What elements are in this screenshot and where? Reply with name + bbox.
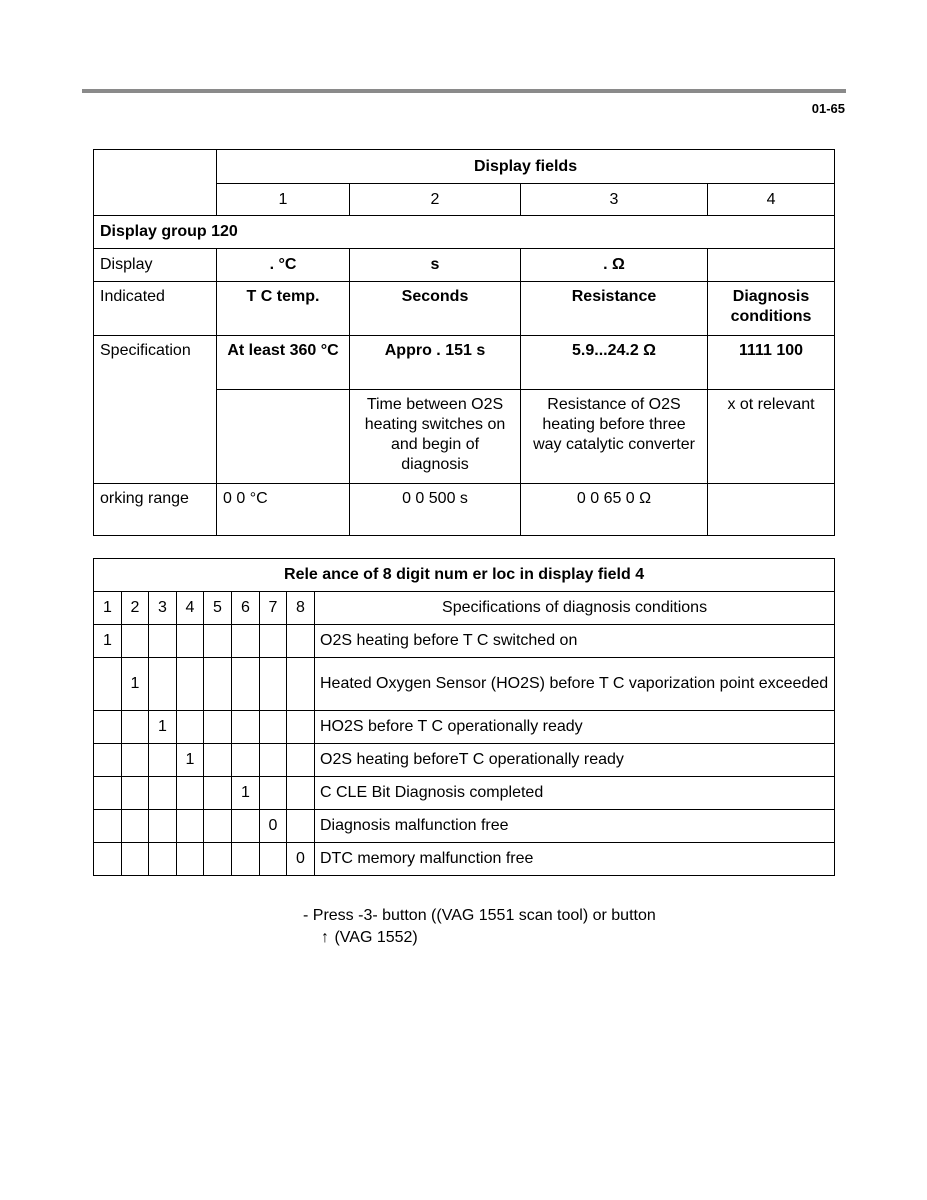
table-row bbox=[94, 625, 835, 658]
digit-cell bbox=[94, 843, 122, 876]
digit-cell bbox=[177, 843, 204, 876]
working-range-3: 0 0 65 0 Ω bbox=[521, 484, 708, 536]
digit-cell: 0 bbox=[260, 810, 287, 843]
digit-cell bbox=[177, 777, 204, 810]
digit-cell bbox=[287, 658, 315, 711]
digit-cell bbox=[232, 711, 260, 744]
page-number: 01-65 bbox=[811, 101, 845, 116]
digit-cell bbox=[94, 810, 122, 843]
condition-text: O2S heating beforeT C operationally ready bbox=[315, 744, 835, 777]
digit-cell: 1 bbox=[94, 625, 122, 658]
digit-cell bbox=[177, 711, 204, 744]
digit-cell bbox=[149, 625, 177, 658]
working-range-4 bbox=[708, 484, 835, 536]
column-header-1: 1 bbox=[217, 184, 350, 216]
digit-cell bbox=[287, 711, 315, 744]
note-2: Time between O2S heating switches on and begin of diagnosis bbox=[350, 390, 521, 484]
row-label-indicated: Indicated bbox=[94, 282, 217, 336]
digit-table-title: Rele ance of 8 digit num er loc in display field 4 bbox=[94, 559, 835, 592]
display-value-3: . Ω bbox=[521, 249, 708, 282]
specification-value-1: At least 360 °C bbox=[217, 336, 350, 390]
specification-value-4: 1111 100 bbox=[708, 336, 835, 390]
table-row bbox=[94, 777, 835, 810]
digit-cell bbox=[204, 843, 232, 876]
digit-cell bbox=[260, 843, 287, 876]
digit-cell bbox=[149, 810, 177, 843]
specification-value-2: Appro . 151 s bbox=[350, 336, 521, 390]
digit-cell bbox=[94, 658, 122, 711]
display-value-1: . °C bbox=[217, 249, 350, 282]
digit-cell bbox=[122, 625, 149, 658]
digit-cell bbox=[204, 711, 232, 744]
row-label-display: Display bbox=[94, 249, 217, 282]
column-header-3: 3 bbox=[521, 184, 708, 216]
digit-cell bbox=[149, 777, 177, 810]
digit-cell bbox=[260, 744, 287, 777]
digit-header-6: 6 bbox=[232, 592, 260, 625]
row-label-working-range: orking range bbox=[94, 484, 217, 536]
corner-cell bbox=[94, 150, 217, 216]
digit-cell: 1 bbox=[149, 711, 177, 744]
digit-cell bbox=[232, 810, 260, 843]
top-rule bbox=[82, 89, 846, 93]
instruction bbox=[303, 905, 656, 949]
condition-text: O2S heating before T C switched on bbox=[315, 625, 835, 658]
display-group-title: Display group 120 bbox=[94, 216, 835, 249]
condition-text: C CLE Bit Diagnosis completed bbox=[315, 777, 835, 810]
digit-cell bbox=[204, 625, 232, 658]
indicated-value-1: T C temp. bbox=[217, 282, 350, 336]
digit-cell bbox=[122, 810, 149, 843]
table-row bbox=[94, 843, 835, 876]
digit-cell bbox=[204, 777, 232, 810]
instruction-line-2-text: (VAG 1552) bbox=[334, 929, 418, 946]
digit-header-3: 3 bbox=[149, 592, 177, 625]
condition-text: HO2S before T C operationally ready bbox=[315, 711, 835, 744]
indicated-value-2: Seconds bbox=[350, 282, 521, 336]
digit-header-4: 4 bbox=[177, 592, 204, 625]
indicated-value-3: Resistance bbox=[521, 282, 708, 336]
note-4: x ot relevant bbox=[708, 390, 835, 484]
digit-header-8: 8 bbox=[287, 592, 315, 625]
digit-cell bbox=[122, 843, 149, 876]
digit-cell bbox=[94, 777, 122, 810]
digit-cell bbox=[177, 810, 204, 843]
digit-cell: 0 bbox=[287, 843, 315, 876]
digit-cell: 1 bbox=[232, 777, 260, 810]
display-fields-header: Display fields bbox=[217, 150, 835, 184]
digit-cell bbox=[204, 658, 232, 711]
digit-cell bbox=[177, 658, 204, 711]
digit-cell bbox=[122, 711, 149, 744]
condition-text: Heated Oxygen Sensor (HO2S) before T C vaporization point exceeded bbox=[315, 658, 835, 711]
digit-cell bbox=[232, 744, 260, 777]
digit-cell bbox=[232, 625, 260, 658]
up-arrow-icon: ↑ bbox=[321, 929, 329, 946]
table-row bbox=[94, 810, 835, 843]
digit-cell bbox=[122, 744, 149, 777]
digit-table-body bbox=[94, 625, 835, 876]
digit-cell bbox=[94, 744, 122, 777]
specification-value-3: 5.9...24.2 Ω bbox=[521, 336, 708, 390]
digit-cell bbox=[260, 658, 287, 711]
instruction-line-2 bbox=[303, 927, 656, 949]
digit-cell bbox=[287, 810, 315, 843]
digit-cell: 1 bbox=[177, 744, 204, 777]
digit-cell bbox=[287, 744, 315, 777]
instruction-line-1: - Press -3- button ((VAG 1551 scan tool) or button bbox=[303, 907, 656, 924]
table-row bbox=[94, 658, 835, 711]
display-value-4 bbox=[708, 249, 835, 282]
digit-cell bbox=[232, 658, 260, 711]
digit-cell bbox=[260, 625, 287, 658]
digit-cell bbox=[204, 810, 232, 843]
spec-column-header: Specifications of diagnosis conditions bbox=[315, 592, 835, 625]
digit-cell bbox=[94, 711, 122, 744]
column-header-2: 2 bbox=[350, 184, 521, 216]
digit-cell bbox=[149, 744, 177, 777]
digit-header-2: 2 bbox=[122, 592, 149, 625]
indicated-value-4: Diagnosis conditions bbox=[708, 282, 835, 336]
digit-header-7: 7 bbox=[260, 592, 287, 625]
display-group-table bbox=[93, 149, 835, 536]
note-1 bbox=[217, 390, 350, 484]
digit-cell bbox=[260, 711, 287, 744]
digit-cell bbox=[260, 777, 287, 810]
digit-cell bbox=[232, 843, 260, 876]
digit-cell bbox=[149, 843, 177, 876]
digit-cell bbox=[177, 625, 204, 658]
row-label-specification: Specification bbox=[94, 336, 217, 484]
digit-cell bbox=[122, 777, 149, 810]
working-range-1: 0 0 °C bbox=[217, 484, 350, 536]
column-header-4: 4 bbox=[708, 184, 835, 216]
digit-cell: 1 bbox=[122, 658, 149, 711]
digit-block-table bbox=[93, 558, 835, 876]
digit-header-1: 1 bbox=[94, 592, 122, 625]
table-row bbox=[94, 711, 835, 744]
digit-cell bbox=[149, 658, 177, 711]
display-value-2: s bbox=[350, 249, 521, 282]
digit-cell bbox=[287, 777, 315, 810]
digit-header-5: 5 bbox=[204, 592, 232, 625]
condition-text: Diagnosis malfunction free bbox=[315, 810, 835, 843]
digit-cell bbox=[287, 625, 315, 658]
working-range-2: 0 0 500 s bbox=[350, 484, 521, 536]
condition-text: DTC memory malfunction free bbox=[315, 843, 835, 876]
note-3: Resistance of O2S heating before three way catalytic converter bbox=[521, 390, 708, 484]
digit-cell bbox=[204, 744, 232, 777]
table-row bbox=[94, 744, 835, 777]
